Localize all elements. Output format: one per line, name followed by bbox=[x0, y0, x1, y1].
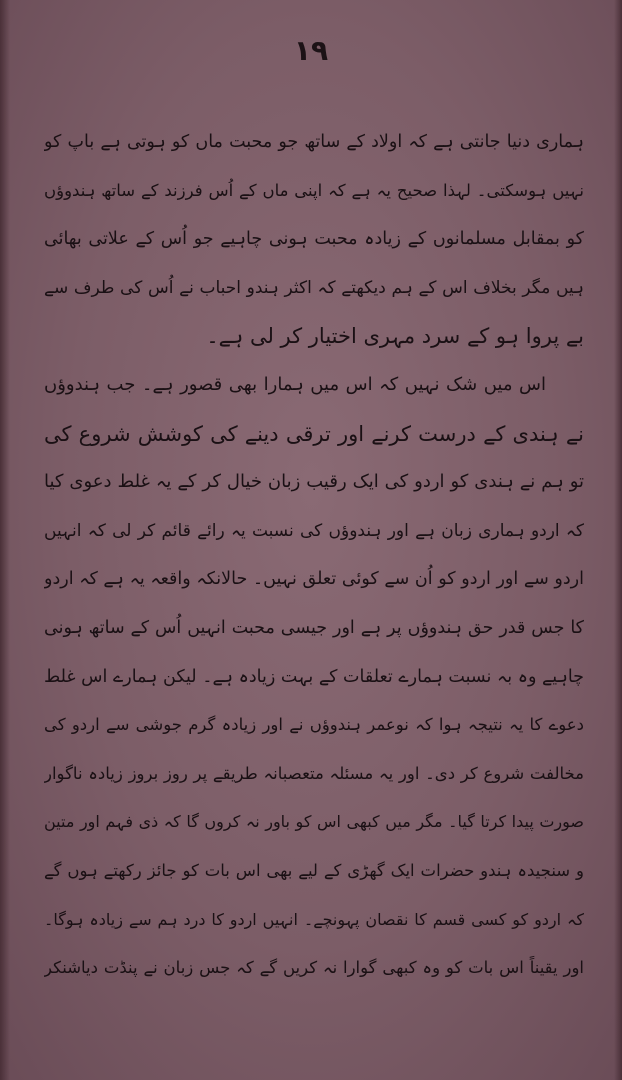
page-edge-shadow-left bbox=[0, 0, 10, 1080]
text-line: ہماری دنیا جانتی ہے کہ اولاد کے ساتھ جو محبت ماں کو ہوتی ہے باپ کو bbox=[44, 132, 584, 152]
text-line: چاہیے وہ بہ نسبت ہمارے تعلقات کے بہت زیادہ ہے۔ لیکن ہمارے اس غلط bbox=[44, 666, 584, 687]
text-line: کہ اردو ہماری زبان ہے اور ہندوؤں کی نسبت یہ رائے قائم کر لی کہ انہیں bbox=[44, 520, 584, 541]
page-number: ١٩ bbox=[293, 34, 329, 67]
text-line: ہیں مگر بخلاف اس کے ہم دیکھتے کہ اکثر ہندو احباب نے اُس کی طرف سے bbox=[44, 277, 584, 298]
text-line: اردو سے اور اردو کو اُن سے کوئی تعلق نہیں۔ حالانکہ واقعہ یہ ہے کہ اردو bbox=[44, 569, 584, 590]
text-line: اور یقیناً اس بات کو وہ کبھی گوارا نہ کریں گے کہ جس زبان نے پنڈت دیاشنکر bbox=[44, 958, 584, 978]
text-line: نے ہندی کے درست کرنے اور ترقی دینے کی کوشش شروع کی bbox=[44, 421, 584, 446]
text-line: مخالفت شروع کر دی۔ اور یہ مسئلہ متعصبانہ طریقے پر روز بروز زیادہ ناگوار bbox=[44, 763, 584, 783]
text-line: تو ہم نے ہندی کو اردو کی ایک رقیب زبان خیال کر کے یہ غلط دعوی کیا bbox=[44, 471, 584, 493]
text-line: کہ اردو کو کسی قسم کا نقصان پہونچے۔ انہیں اردو کا درد ہم سے زیادہ ہوگا۔ bbox=[44, 909, 584, 929]
text-line: بے پروا ہو کے سرد مہری اختیار کر لی ہے۔ bbox=[206, 324, 584, 349]
text-line: نہیں ہوسکتی۔ لہذا صحیح یہ ہے کہ اپنی ماں کے اُس فرزند کے ساتھ ہندوؤں bbox=[44, 180, 584, 200]
text-line: کو بمقابل مسلمانوں کے زیادہ محبت ہونی چاہیے جو اُس کے علاتی بھائی bbox=[44, 229, 584, 250]
body-text bbox=[44, 118, 584, 993]
text-line: اس میں شک نہیں کہ اس میں ہمارا بھی قصور ہے۔ جب ہندوؤں bbox=[44, 373, 546, 395]
text-line: دعوے کا یہ نتیجہ ہوا کہ نوعمر ہندوؤں نے اور زیادہ گرم جوشی سے اردو کی bbox=[44, 715, 584, 735]
text-line: کا جس قدر حق ہندوؤں پر ہے اور جیسی محبت انہیں اُس کے ساتھ ہونی bbox=[44, 617, 584, 638]
page-edge-shadow-right bbox=[614, 0, 622, 1080]
text-line: و سنجیدہ ہندو حضرات ایک گھڑی کے لیے بھی اس بات کو جائز رکھتے ہوں گے bbox=[44, 860, 584, 880]
text-line: صورت پیدا کرتا گیا۔ مگر میں کبھی اس کو باور نہ کروں گا کہ ذی فہم اور متین bbox=[44, 812, 584, 832]
